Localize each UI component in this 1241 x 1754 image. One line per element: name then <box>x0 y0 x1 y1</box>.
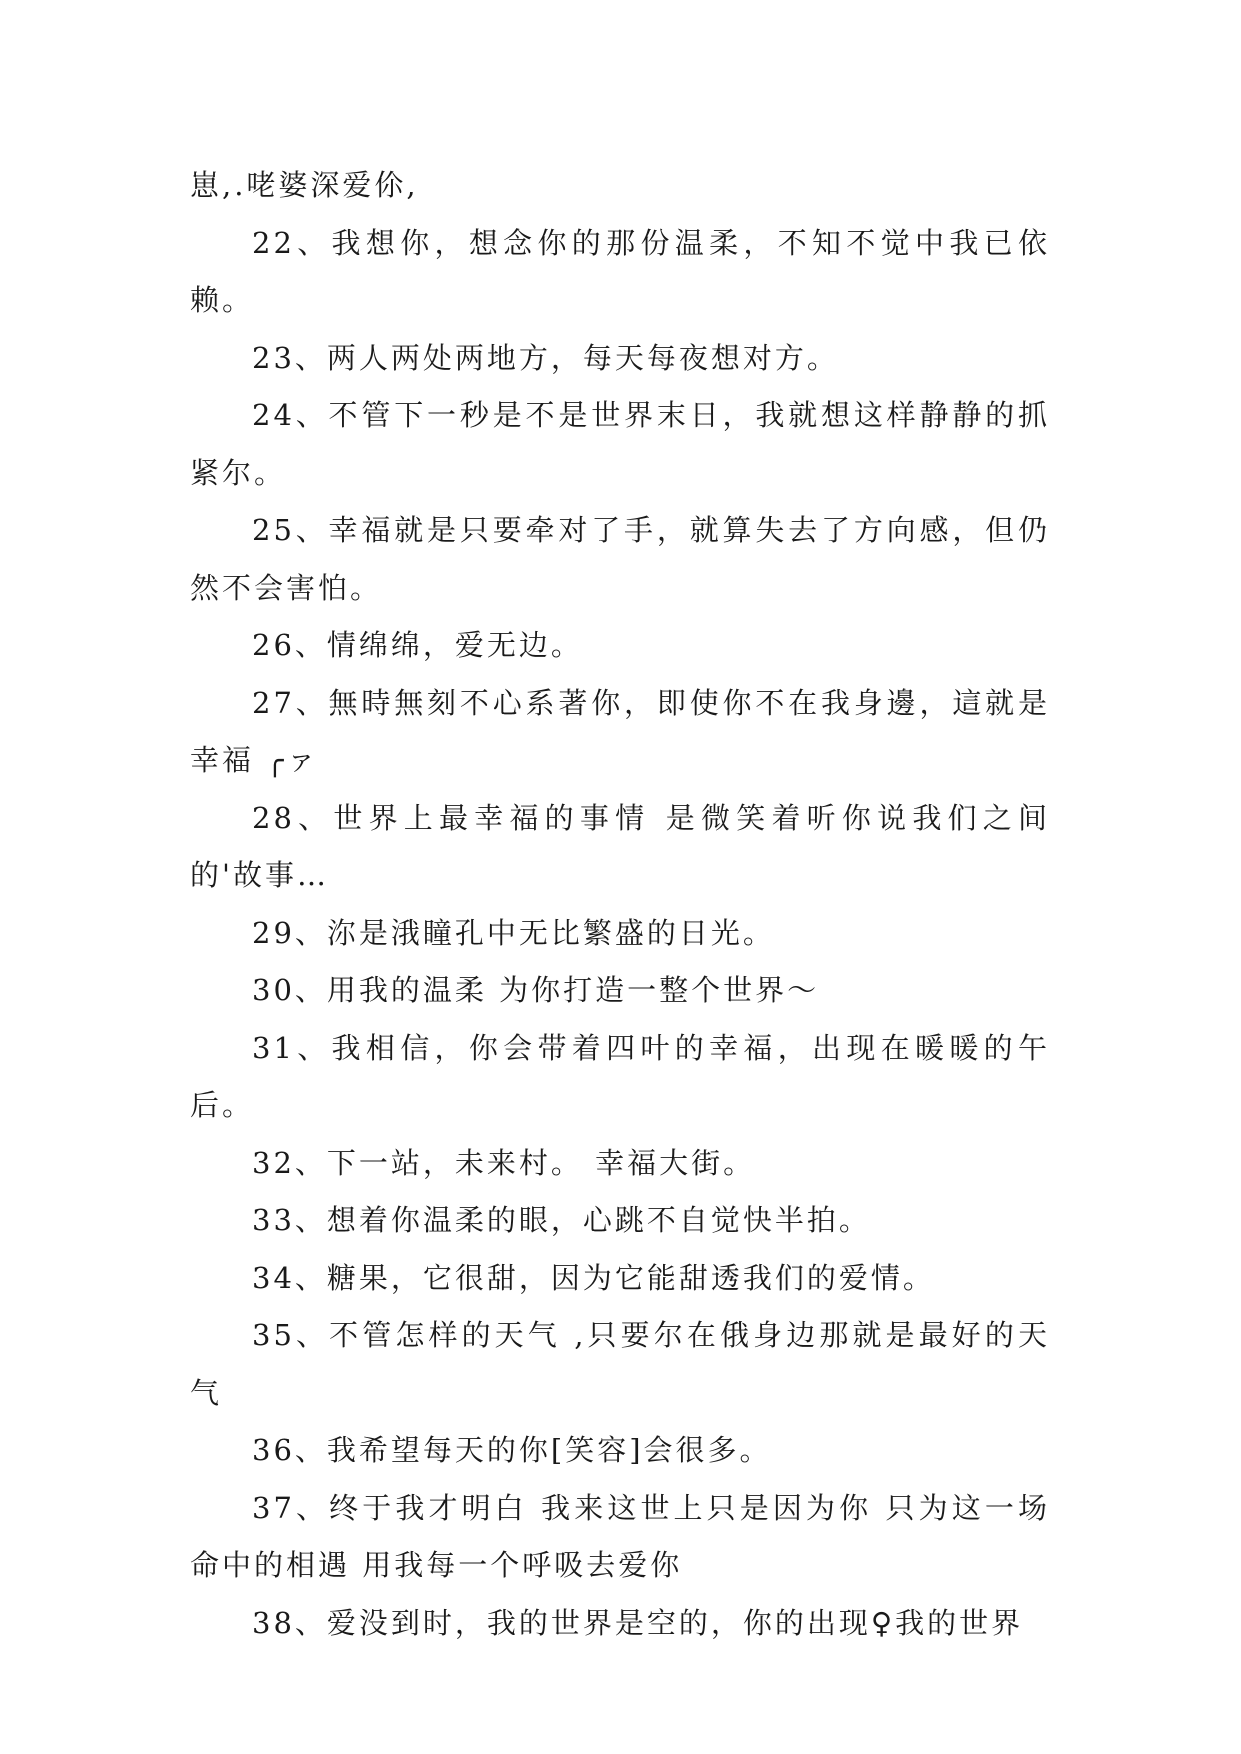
paragraph-27: 27、無時無刻不心系著你，即使你不在我身邊，這就是幸福 ╭ァ <box>190 685 1050 777</box>
paragraph-38: 38、爱没到时，我的世界是空的，你的出现♀我的世界 <box>252 1605 1024 1640</box>
paragraph-36: 36、我希望每天的你[笑容]会很多。 <box>252 1433 772 1467</box>
paragraph-25: 25、幸福就是只要牵对了手，就算失去了方向感，但仍然不会害怕。 <box>190 513 1050 605</box>
paragraph-26: 26、情绵绵，爱无边。 <box>252 628 583 662</box>
paragraph-31: 31、我相信，你会带着四叶的幸福，出现在暖暖的午后。 <box>190 1030 1050 1122</box>
paragraph-33: 33、想着你温柔的眼，心跳不自觉快半拍。 <box>252 1203 871 1237</box>
paragraph-22: 22、我想你，想念你的那份温柔，不知不觉中我已依赖。 <box>190 225 1050 317</box>
paragraph-30: 30、用我的温柔 为你打造一整个世界～ <box>252 973 820 1007</box>
paragraph-34: 34、糖果，它很甜，因为它能甜透我们的爱情。 <box>252 1260 935 1295</box>
paragraph-24: 24、不管下一秒是不是世界末日，我就想这样静静的抓紧尔。 <box>190 398 1050 490</box>
paragraph-35: 35、不管怎样的天气 ,只要尔在俄身边那就是最好的天气 <box>190 1318 1050 1410</box>
paragraph-23: 23、两人两处两地方，每天每夜想对方。 <box>252 340 839 375</box>
paragraph-37: 37、终于我才明白 我来这世上只是因为你 只为这一场命中的相遇 用我每一个呼吸去爱你 <box>190 1490 1050 1582</box>
paragraph-continuation: 崽,.咾婆深爱伱, <box>190 168 419 202</box>
paragraph-29: 29、沵是涐瞳孔中无比繁盛的日光。 <box>252 915 775 950</box>
paragraph-28: 28、世界上最幸福的事情 是微笑着听你说我们之间的'故事… <box>190 800 1050 892</box>
paragraph-32: 32、下一站，未来村。 幸福大街。 <box>252 1145 756 1180</box>
document-body <box>190 157 1050 1652</box>
